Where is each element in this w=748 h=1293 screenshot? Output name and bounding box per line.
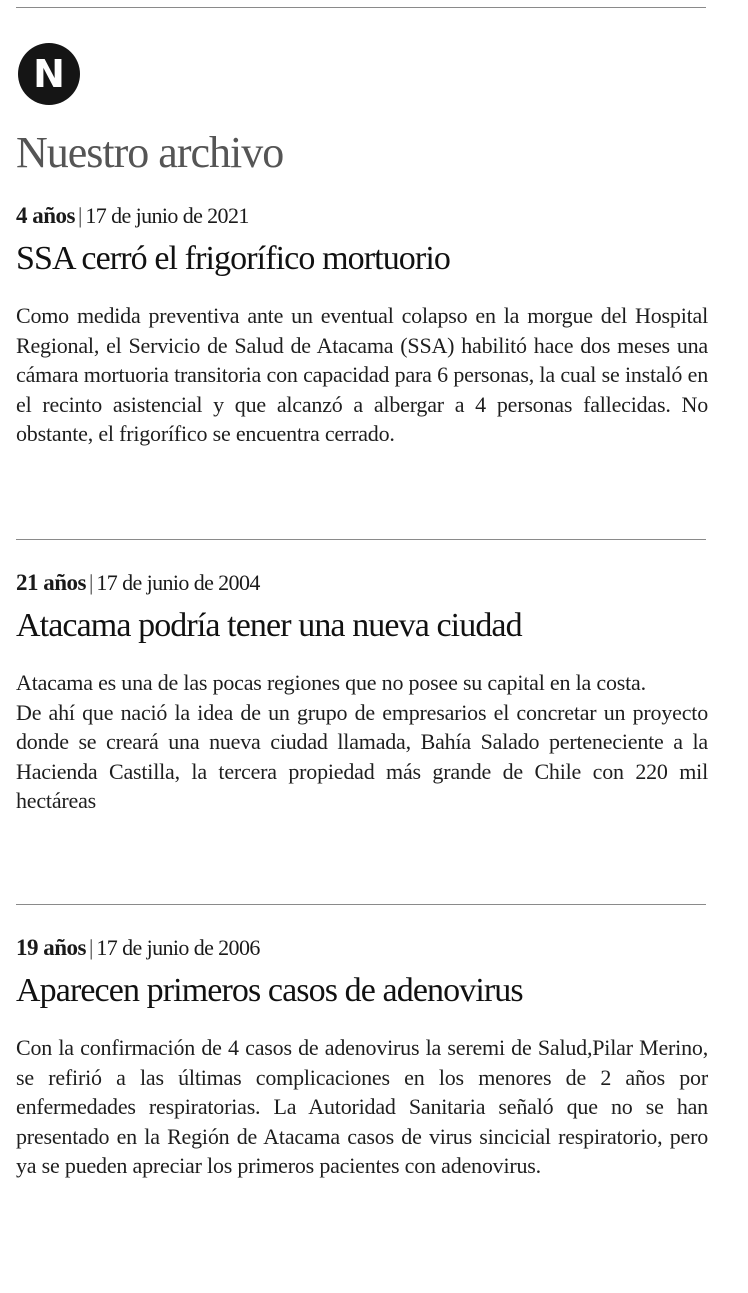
article-headline: Aparecen primeros casos de adenovirus [16,972,523,1009]
archive-article [16,570,708,816]
archive-article [16,203,708,449]
article-age: 21 años [16,570,86,595]
article-divider [16,539,706,540]
article-paragraph: Con la confirmación de 4 casos de adenovirus la seremi de Salud,Pilar Merino, se refirió a las últimas complicaciones en los menores de 2 años por enfermedades respiratorias. La Autoridad Sanitaria señaló que no se han presentado en la Región de Atacama casos de virus sincicial respiratorio, pero ya se pueden apreciar los primeros pacientes con adenovirus. [16,1035,708,1178]
kicker-separator: | [78,203,83,228]
archive-article [16,935,708,1181]
article-body [16,301,708,449]
article-age: 4 años [16,203,75,228]
article-divider [16,904,706,905]
article-kicker [16,203,708,229]
article-date: 17 de junio de 2021 [85,203,249,228]
article-paragraph: Atacama es una de las pocas regiones que no posee su capital en la costa. [16,670,646,695]
article-age: 19 años [16,935,86,960]
article-headline: Atacama podría tener una nueva ciudad [16,607,522,644]
kicker-separator: | [89,570,94,595]
kicker-separator: | [89,935,94,960]
article-date: 17 de junio de 2006 [96,935,260,960]
top-divider [16,7,706,8]
newspaper-logo-icon [18,43,80,105]
section-title: Nuestro archivo [16,128,284,177]
article-paragraph: De ahí que nació la idea de un grupo de empresarios el concretar un proyecto donde se creará una nueva ciudad llamada, Bahía Salado perteneciente a la Hacienda Castilla, la tercera propiedad más grande de Chile con 220 mil hectáreas [16,699,708,813]
article-paragraph: Como medida preventiva ante un eventual colapso en la morgue del Hospital Regional, el Servicio de Salud de Atacama (SSA) habilitó hace dos meses una cámara mortuoria transitoria con capacidad para 6 personas, la cual se instaló en el recinto asistencial y que alcanzó a albergar a 4 personas fallecidas. No obstante, el frigorífico se encuentra cerrado. [16,303,708,446]
article-kicker [16,570,708,596]
article-kicker [16,935,708,961]
article-body [16,1033,708,1181]
article-headline: SSA cerró el frigorífico mortuorio [16,240,450,277]
article-body [16,668,708,816]
logo-letter: N [33,52,65,96]
article-date: 17 de junio de 2004 [96,570,260,595]
